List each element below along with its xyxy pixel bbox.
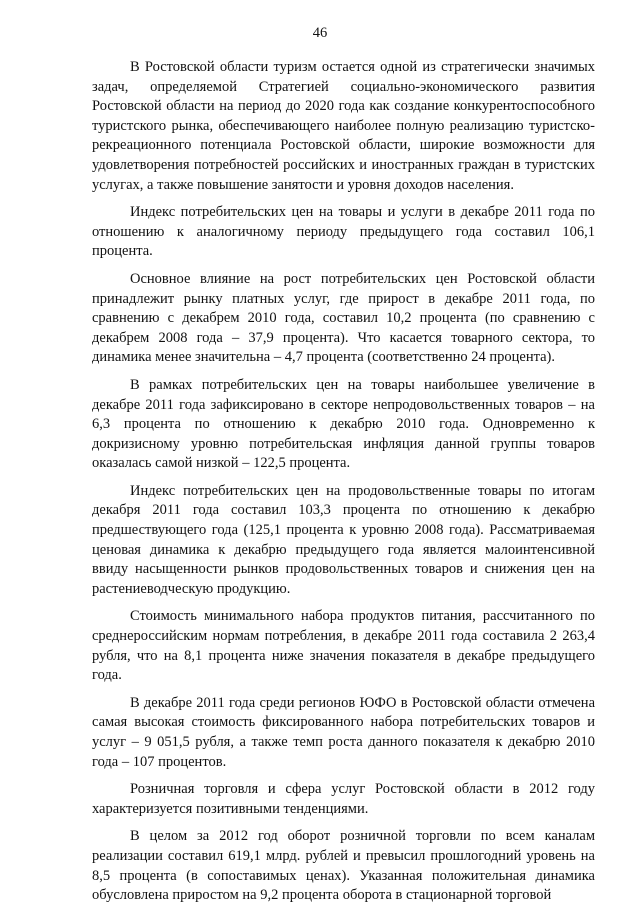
- paragraph-retail-turnover: В целом за 2012 год оборот розничной торговли по всем каналам реализации составил 619,1 млрд. рублей и превысил прошлогодний уровень на 8,5 процента (в сопоставимых ценах). Указанная положительная динамика обусловлена приростом на 9,2 процента оборота в стационарной торговой: [92, 828, 595, 904]
- paragraph-consumer-price-index: Индекс потребительских цен на товары и услуги в декабре 2011 года по отношению к аналогичному периоду предыдущего года составил 106,1 процента.: [92, 204, 595, 260]
- paragraph-tourism-strategy: В Ростовской области туризм остается одной из стратегически значимых задач, определяемой Стратегией социально-экономического развития Ростовской области на период до 2020 года как создание конкурентоспособного туристского рынка, обеспечивающего наиболее полную реализацию туристско-рекреационного потенциала Ростовской области, широкие возможности для удовлетворения потребностей российских и иностранных граждан в туристских услугах, а также повышение занятости и уровня доходов населения.: [92, 59, 595, 193]
- paragraph-non-food-goods: В рамках потребительских цен на товары наибольшее увеличение в декабре 2011 года зафиксировано в секторе непродовольственных товаров – на 6,3 процента по отношению к декабрю 2010 года. Одновременно к докризисному уровню потребительская инфляция данной группы товаров оказалась самой низкой – 122,5 процента.: [92, 376, 595, 472]
- page-number: 46: [312, 25, 328, 41]
- paragraph-food-goods: Индекс потребительских цен на продовольственные товары по итогам декабря 2011 года составил 103,3 процента по отношению к декабрю предшествующего года (125,1 процента к уровню 2008 года). Рассматриваемая ценовая динамика к декабрю предыдущего года является малоинтенсивной ввиду насыщенности рынков продовольственных товаров и снижения цен на растениеводческую продукцию.: [92, 482, 595, 597]
- paragraph-fixed-basket: В декабре 2011 года среди регионов ЮФО в Ростовской области отмечена самая высокая стоимость фиксированного набора потребительских товаров и услуг – 9 051,5 рубля, а также темп роста данного показателя к декабрю 2010 года – 107 процентов.: [92, 694, 595, 770]
- paragraph-retail-trends: Розничная торговля и сфера услуг Ростовской области в 2012 году характеризуется позитивными тенденциями.: [92, 781, 595, 817]
- paragraph-minimum-food-basket: Стоимость минимального набора продуктов питания, рассчитанного по среднероссийским нормам потребления, в декабре 2011 года составила 2 263,4 рубля, что на 8,1 процента ниже значения показателя в декабре предыдущего года.: [92, 608, 595, 684]
- document-body: [92, 58, 595, 914]
- paragraph-paid-services: Основное влияние на рост потребительских цен Ростовской области принадлежит рынку платных услуг, где прирост в декабре 2011 года, по сравнению с декабрем 2010 года, составил 10,2 процента (по сравнению с декабрем 2008 года – 37,9 процента). Что касается товарного сектора, то динамика менее значительна – 4,7 процента (соответственно 24 процента).: [92, 270, 595, 366]
